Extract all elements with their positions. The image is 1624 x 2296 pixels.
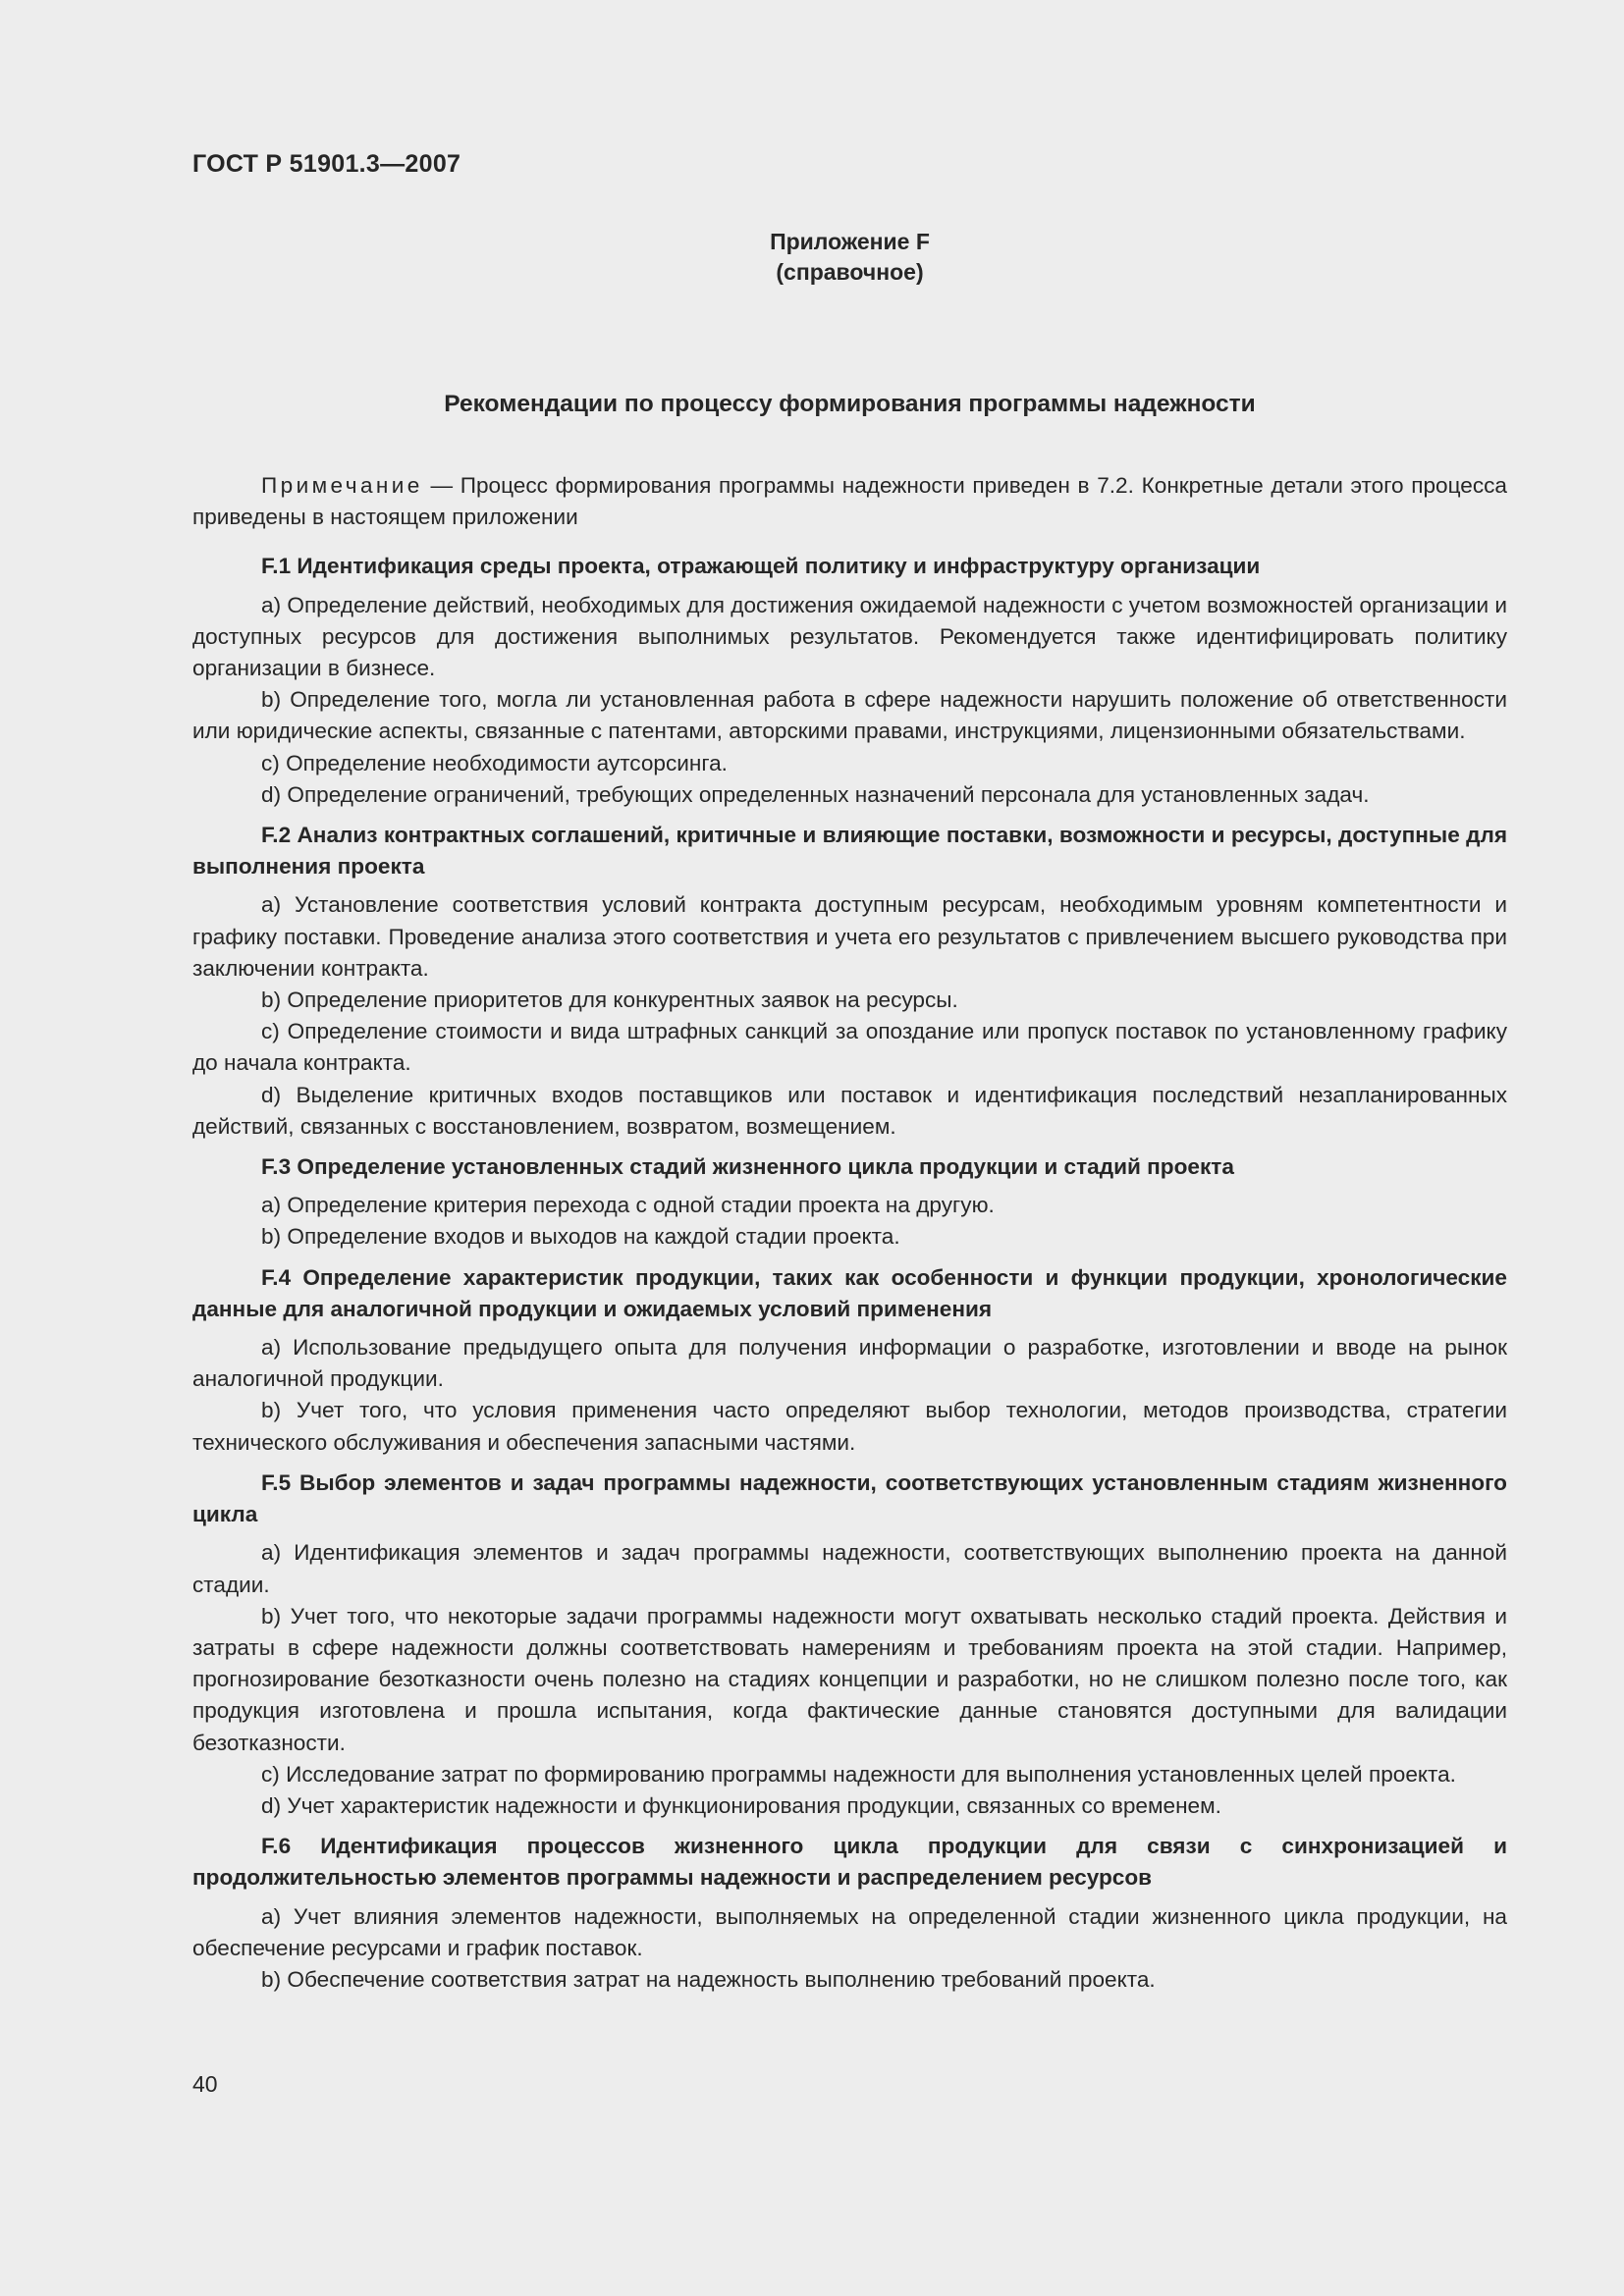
section-item: b) Обеспечение соответствия затрат на надежность выполнению требований проекта. bbox=[261, 1966, 1156, 1992]
section-heading-f3: F.3 Определение установленных стадий жизненного цикла продукции и стадий проекта bbox=[261, 1154, 1234, 1180]
section-heading-f4: F.4 Определение характеристик продукции, таких как особенности и функции продукции, хронологические данные для аналогичной продукции и ожидаемых условий применения bbox=[192, 1264, 1507, 1321]
document-code: ГОСТ Р 51901.3—2007 bbox=[192, 150, 461, 178]
section-heading-f1: F.1 Идентификация среды проекта, отражающей политику и инфраструктуру организации bbox=[261, 554, 1261, 579]
section-item: a) Идентификация элементов и задач программы надежности, соответствующих выполнению проекта на данной стадии. bbox=[192, 1540, 1507, 1597]
section-item: c) Определение стоимости и вида штрафных санкций за опоздание или пропуск поставок по установленному графику до начала контракта. bbox=[192, 1019, 1507, 1076]
section-item: b) Определение того, могла ли установленная работа в сфере надежности нарушить положение об ответственности или юридические аспекты, связанные с патентами, авторскими правами, инструкциями, лицензионными обязательствами. bbox=[192, 687, 1507, 744]
document-page bbox=[192, 0, 1507, 2296]
section-item: a) Учет влияния элементов надежности, выполняемых на определенной стадии жизненного цикла продукции, на обеспечение ресурсами и график поставок. bbox=[192, 1903, 1507, 1960]
section-item: d) Выделение критичных входов поставщиков или поставок и идентификация последствий незапланированных действий, связанных с восстановлением, возвратом, возмещением. bbox=[192, 1082, 1507, 1139]
section-heading-f2: F.2 Анализ контрактных соглашений, критичные и влияющие поставки, возможности и ресурсы, доступные для выполнения проекта bbox=[192, 823, 1507, 880]
section-item: b) Учет того, что некоторые задачи программы надежности могут охватывать несколько стадий проекта. Действия и затраты в сфере надежности должны соответствовать намерениям и требованиям проекта на этой стадии. Например, прогнозирование безотказности очень полезно на стадиях концепции и разработки, но не слишком полезно после того, как продукция изготовлена и прошла испытания, когда фактические данные становятся доступными для валидации безотказности. bbox=[192, 1603, 1507, 1755]
note-label: Примечание bbox=[261, 473, 423, 498]
page-title: Рекомендации по процессу формирования программы надежности bbox=[444, 391, 1256, 417]
section-item: c) Определение необходимости аутсорсинга. bbox=[261, 750, 728, 775]
section-item: a) Определение критерия перехода с одной стадии проекта на другую. bbox=[261, 1193, 995, 1218]
section-item: c) Исследование затрат по формированию программы надежности для выполнения установленных целей проекта. bbox=[261, 1761, 1456, 1787]
section-item: a) Определение действий, необходимых для достижения ожидаемой надежности с учетом возможностей организации и доступных ресурсов для достижения выполнимых результатов. Рекомендуется также идентифицировать политику организации в бизнесе. bbox=[192, 592, 1507, 681]
section-item: b) Определение приоритетов для конкурентных заявок на ресурсы. bbox=[261, 988, 958, 1013]
section-item: b) Определение входов и выходов на каждой стадии проекта. bbox=[261, 1224, 900, 1250]
section-item: a) Установление соответствия условий контракта доступным ресурсам, необходимым уровням компетентности и графику поставки. Проведение анализа этого соответствия и учета его результатов с привлечением высшего руководства при заключении контракта. bbox=[192, 892, 1507, 981]
section-item: b) Учет того, что условия применения часто определяют выбор технологии, методов производства, стратегии технического обслуживания и обеспечения запасными частями. bbox=[192, 1398, 1507, 1455]
section-item: d) Учет характеристик надежности и функционирования продукции, связанных со временем. bbox=[261, 1792, 1221, 1818]
annex-heading bbox=[192, 227, 1507, 288]
annex-kind: (справочное) bbox=[776, 259, 924, 285]
note-paragraph bbox=[192, 470, 1507, 533]
section-heading-f5: F.5 Выбор элементов и задач программы надежности, соответствующих установленным стадиям жизненного цикла bbox=[192, 1469, 1507, 1527]
page-number: 40 bbox=[192, 2071, 218, 2097]
document-body bbox=[192, 470, 1507, 1996]
section-item: a) Использование предыдущего опыта для получения информации о разработке, изготовлении и вводе на рынок аналогичной продукции. bbox=[192, 1335, 1507, 1392]
section-heading-f6: F.6 Идентификация процессов жизненного цикла продукции для связи с синхронизацией и продолжительностью элементов программы надежности и распределением ресурсов bbox=[192, 1834, 1507, 1891]
annex-title: Приложение F bbox=[770, 229, 930, 254]
note-text: — Процесс формирования программы надежности приведен в 7.2. Конкретные детали этого процесса приведены в настоящем приложении bbox=[192, 473, 1507, 530]
section-item: d) Определение ограничений, требующих определенных назначений персонала для установленных задач. bbox=[261, 781, 1370, 807]
